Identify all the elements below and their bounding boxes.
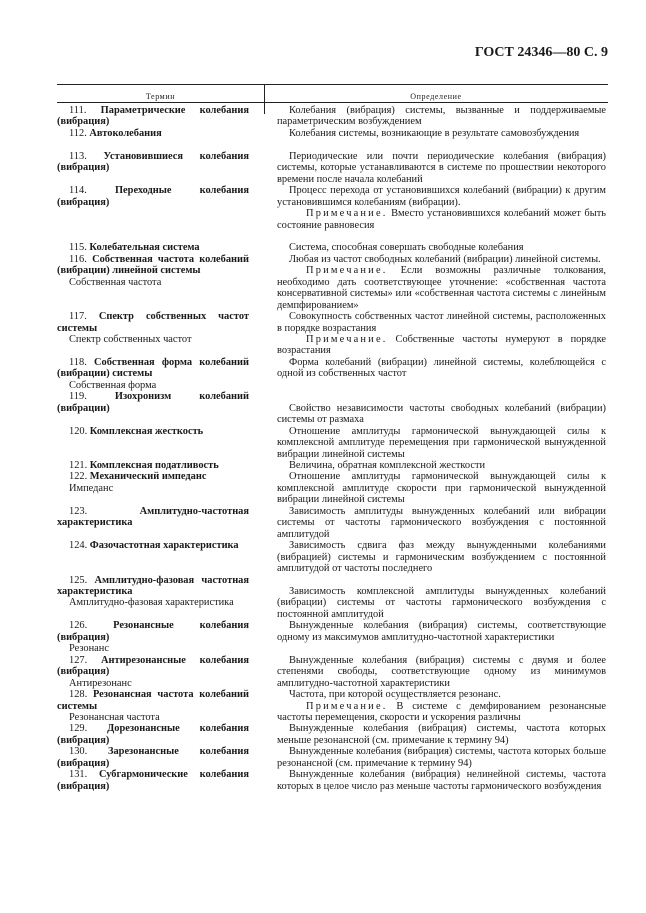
table-row [0, 242, 646, 253]
synonym-term: Спектр собственных частот [69, 334, 192, 346]
definition-cell: Колебания системы, возникающие в результате самовозбуждения [289, 127, 580, 139]
term-cell: 114. Переходные колебания (вибрация) [57, 185, 249, 208]
definition-cell: Зависимость амплитуды вынужденных колебаний или вибрации системы от частоты гармонического возбуждения с постоянной амплитудой [277, 505, 606, 540]
term-cell: 130. Зарезонансные колебания (вибрация) [57, 746, 249, 769]
table-row [0, 311, 646, 357]
term-cell: 131. Субгармонические колебания (вибрация) [57, 769, 249, 792]
table-row [0, 540, 646, 574]
term-cell: 121. Комплексная податливость [69, 460, 219, 471]
definition-cell: Частота, при которой осуществляется резонанс. Примечание. В системе с демфированием резонансные частоты перемещения, скорости и ускорения различны [277, 689, 606, 723]
term-cell: 111. Параметрические колебания (вибрация) [57, 105, 249, 128]
table-row [0, 128, 646, 139]
synonym-term: Резонансная частота [69, 711, 160, 723]
term-cell: 126. Резонансные колебания (вибрация) Резонанс [57, 620, 249, 655]
term-cell: 113. Установившиеся колебания (вибрация) [57, 150, 249, 174]
table-row [0, 620, 646, 654]
term-cell: 128. Резонансная частота колебаний системы Резонансная частота [57, 689, 249, 723]
table-row [0, 254, 646, 311]
term-cell: 123. Амплитудно-частотная характеристика [57, 505, 249, 529]
synonym-term: Антирезонанс [69, 677, 132, 689]
synonym-term: Резонанс [69, 643, 109, 655]
page-header: ГОСТ 24346—80 С. 9 [474, 45, 608, 60]
term-cell: 122. Механический импеданс Импеданс [69, 471, 207, 494]
column-header-definition: Определение [410, 92, 462, 101]
definition-cell: Вынужденные колебания (вибрация) системы, соответствующие одному из максимумов амплитудно-частотной характеристики [277, 620, 606, 643]
term-cell: 125. Амплитудно-фазовая частотная характеристика Амплитудно-фазовая характеристика [57, 574, 249, 609]
table-row [0, 460, 646, 471]
definition-cell: Вынужденные колебания (вибрация) системы, частота которых меньше резонансной (см. примечание к термину 94) [277, 723, 606, 746]
term-cell: 120. Комплексная жесткость [69, 425, 204, 437]
note-label: Примечание. [306, 265, 388, 277]
definition-cell: Величина, обратная комплексной жесткости [289, 460, 486, 471]
term-cell: 127. Антирезонансные колебания (вибрация) Антирезонанс [57, 654, 249, 689]
note-label: Примечание. [306, 700, 388, 712]
table-row [0, 151, 646, 185]
table-row [0, 575, 646, 621]
synonym-term: Амплитудно-фазовая характеристика [69, 597, 234, 609]
definition-cell: Периодические или почти периодические колебания (вибрация) системы, которые устанавливаются в системе по прошествии некоторого времени после начала колебаний [277, 150, 606, 185]
term-cell: 116. Собственная частота колебаний (вибрации) линейной системы Собственная частота [57, 253, 249, 288]
term-cell: 112. Автоколебания [69, 127, 162, 139]
term-cell: 118. Собственная форма колебаний (вибрации) системы Собственная форма [57, 356, 249, 391]
table-row [0, 426, 646, 460]
note-label: Примечание. [306, 208, 388, 220]
definition-cell: Колебания (вибрация) системы, вызванные и поддерживаемые параметрическим возбуждением [277, 105, 606, 128]
table-row [0, 506, 646, 540]
table-row [0, 769, 646, 792]
definition-cell: Вынужденные колебания (вибрация) системы с двумя и более степенями свободы, соответствующие одному из минимумов амплитудно-частотной характеристики [277, 654, 606, 689]
note-label: Примечание. [306, 334, 388, 346]
table-row [0, 746, 646, 769]
definition-cell: Совокупность собственных частот линейной системы, расположенных в порядке возрастания Примечание. Собственные частоты нумеруют в порядке возрастания [277, 311, 606, 357]
table-row [0, 357, 646, 391]
table-header-rule [57, 102, 608, 103]
definition-cell: Отношение амплитуды гармонической вынуждающей силы к комплексной амплитуде перемещения при гармонической вынужденной вибрации линейной системы [277, 425, 606, 460]
definition-cell: Отношение амплитуды гармонической вынуждающей силы к комплексной амплитуде скорости при гармонической вынужденной вибрации линейной системы [277, 471, 606, 506]
definition-cell: Зависимость комплексной амплитуды вынужденных колебаний (вибрации) системы от частоты гармонического возбуждения с постоянной амплитудой [277, 585, 606, 620]
synonym-term: Собственная форма [69, 379, 157, 391]
term-cell: 129. Дорезонансные колебания (вибрация) [57, 723, 249, 746]
table-top-rule [57, 84, 608, 85]
table-row [0, 471, 646, 505]
table-row [0, 655, 646, 689]
definition-cell: Свойство независимости частоты свободных колебаний (вибрации) системы от размаха [277, 402, 606, 426]
definition-cell: Любая из частот свободных колебаний (вибрации) линейной системы. Примечание. Если возможны различные толкования, необходимо дать соответствующее уточнение: «собственная частота консервативной системы» или «собственная частота системы с линейным демпфированием» [277, 253, 606, 311]
table-row [0, 105, 646, 128]
definition-cell: Вынужденные колебания (вибрация) нелинейной системы, частота которых в целое число раз меньше частоты гармонического возбуждения [277, 769, 606, 792]
term-cell: 115. Колебательная система [69, 242, 200, 254]
synonym-term: Собственная частота [69, 276, 162, 288]
column-header-term: Термин [145, 92, 176, 101]
table-row [0, 723, 646, 746]
definition-cell: Зависимость сдвига фаз между вынужденными колебаниями (вибрацией) системы и гармоническим возбуждением с постоянной амплитудой от частоты последнего [277, 540, 606, 575]
definition-cell: Процесс перехода от установившихся колебаний (вибрации) к другим установившимся колебаниям (вибрации). Примечание. Вместо установившихся колебаний может быть состояние равновесия [277, 185, 606, 231]
table-row [0, 689, 646, 723]
terms-table [0, 105, 646, 792]
term-cell: 124. Фазочастотная характеристика [69, 540, 239, 552]
definition-cell: Форма колебаний (вибрации) линейной системы, колеблющейся с одной из собственных частот [277, 356, 606, 380]
definition-cell: Вынужденные колебания (вибрация) системы, частота которых больше резонансной (см. примечание к термину 94) [277, 746, 606, 769]
term-cell: 117. Спектр собственных частот системы Спектр собственных частот [57, 311, 249, 346]
table-row [0, 391, 646, 425]
table-row [0, 185, 646, 231]
term-cell: 119. Изохронизм колебаний (вибрации) [57, 391, 249, 414]
synonym-term: Импеданс [69, 482, 114, 494]
definition-cell: Система, способная совершать свободные колебания [289, 242, 524, 254]
